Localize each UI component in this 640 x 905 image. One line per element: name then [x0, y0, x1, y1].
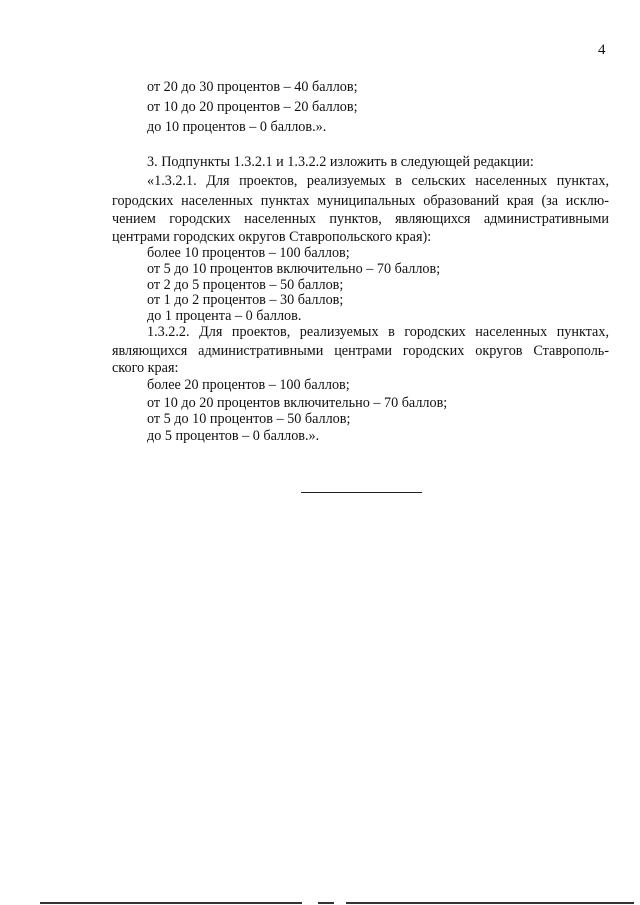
score-line: до 5 процентов – 0 баллов.». [147, 428, 320, 444]
paragraph-line: 1.3.2.2. Для проектов, реализуемых в городских населенных пунктах, [147, 324, 609, 340]
footer-rule [346, 902, 634, 904]
paragraph-line: городских населенных пунктах муниципальных образований края (за исклю- [112, 193, 609, 209]
paragraph-line: ского края: [112, 360, 179, 376]
score-line: от 5 до 10 процентов включительно – 70 баллов; [147, 261, 441, 277]
section-heading: 3. Подпункты 1.3.2.1 и 1.3.2.2 изложить в следующей редакции: [147, 154, 534, 170]
score-line: от 10 до 20 процентов – 20 баллов; [147, 99, 358, 115]
score-line: до 1 процента – 0 баллов. [147, 308, 302, 324]
footer-rule [318, 902, 334, 904]
paragraph-line: являющихся административными центрами городских округов Ставрополь- [112, 343, 609, 359]
paragraph-line: чением городских населенных пунктов, являющихся административными [112, 211, 609, 227]
score-line: от 1 до 2 процентов – 30 баллов; [147, 292, 344, 308]
paragraph-line: центрами городских округов Ставропольского края): [112, 229, 432, 245]
score-line: от 5 до 10 процентов – 50 баллов; [147, 411, 351, 427]
score-line: до 10 процентов – 0 баллов.». [147, 119, 327, 135]
score-line: от 10 до 20 процентов включительно – 70 баллов; [147, 395, 448, 411]
score-line: от 2 до 5 процентов – 50 баллов; [147, 277, 344, 293]
footer-rule [40, 902, 302, 904]
page-number: 4 [598, 42, 606, 58]
score-line: более 20 процентов – 100 баллов; [147, 377, 350, 393]
closing-separator [301, 492, 422, 493]
score-line: от 20 до 30 процентов – 40 баллов; [147, 79, 358, 95]
score-line: более 10 процентов – 100 баллов; [147, 245, 350, 261]
paragraph-line: «1.3.2.1. Для проектов, реализуемых в сельских населенных пунктах, [147, 173, 609, 189]
